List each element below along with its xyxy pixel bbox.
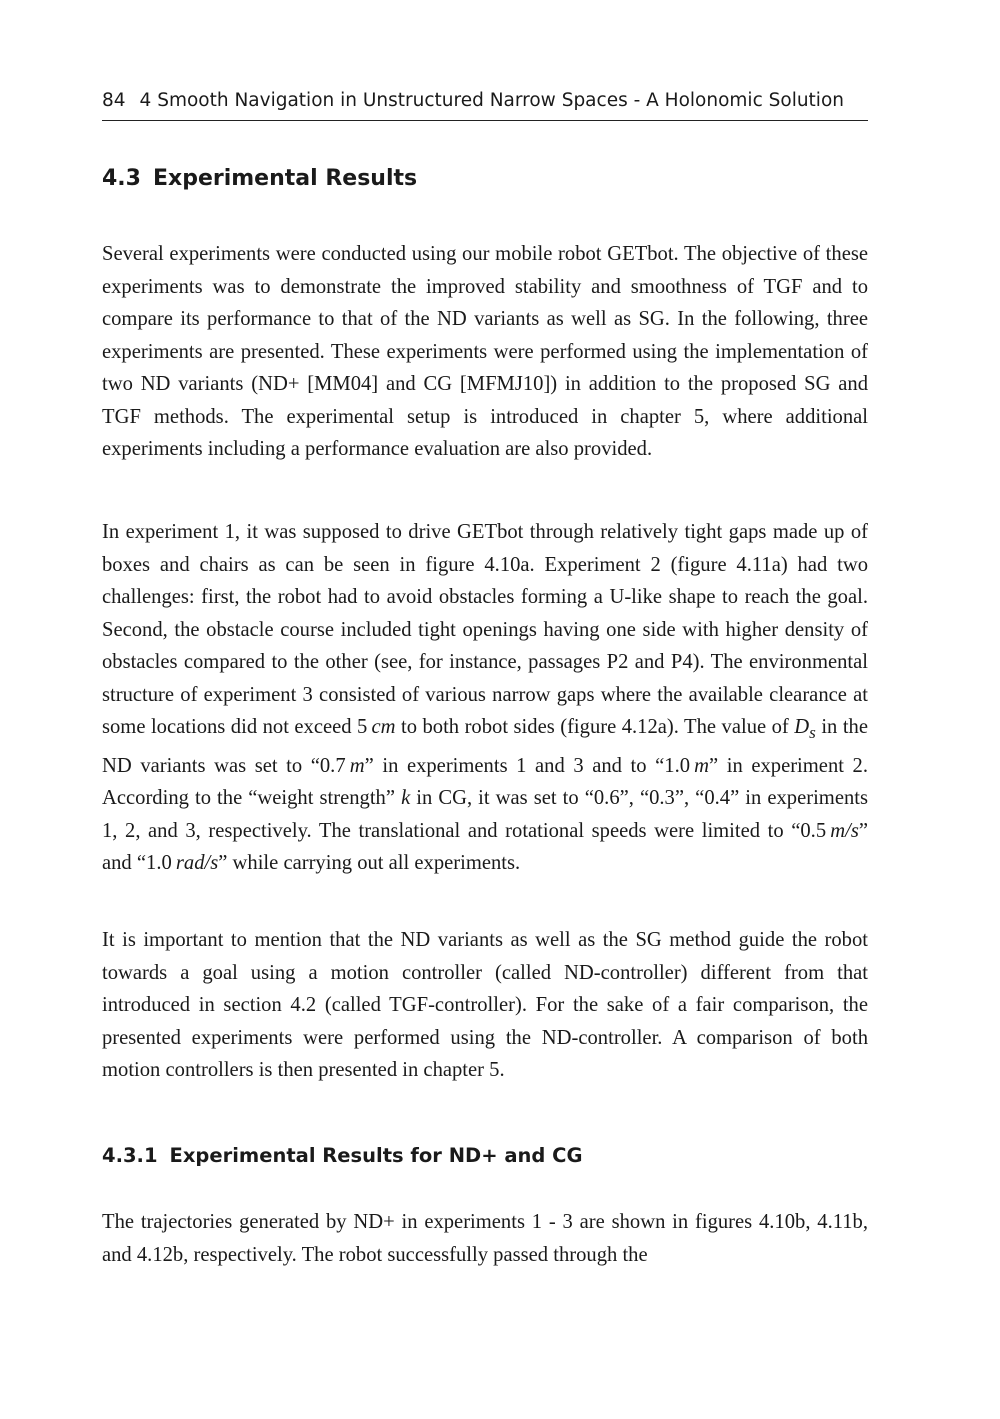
page-number: 84 — [102, 90, 126, 111]
text-run: in the ND variants was set to “0.7 — [102, 716, 868, 777]
subsection-number: 4.3.1 — [102, 1144, 158, 1167]
text-run: to both robot sides (figure 4.12a). The value of — [395, 716, 795, 738]
paragraph-intro — [102, 238, 868, 466]
math-term: D — [794, 716, 810, 738]
text-run: ” and “1.0 — [102, 819, 868, 875]
text-run: in CG, it was set to “0.6”, “0.3”, “0.4” in experiments 1, 2, and 3, respectively. The translational and rotational speeds were limited to “0.5 — [102, 787, 868, 842]
text-run: It is important to mention that the ND variants as well as the SG method guide the robot towards a goal using a motion controller (called ND-controller) different from that introduced in section 4.2 (called TGF-controller). For the sake of a fair comparison, the presented experiments were performed using the ND-controller. A comparison of both motion controllers is then presented in chapter 5. — [102, 929, 868, 1081]
section-title: Experimental Results — [152, 166, 418, 191]
text-run: ” in experiments 1 and 3 and to “1.0 — [364, 754, 695, 777]
math-term: rad/s — [175, 852, 219, 875]
math-term: m — [349, 754, 365, 777]
math-term: m/s — [830, 819, 859, 842]
math-term: m — [694, 754, 710, 777]
text-run: Several experiments were conducted using our mobile robot GETbot. The objective of these experiments was to demonstrate the improved stability and smoothness of TGF and to compare its performance to that of the ND variants as well as SG. In the following, three experiments are presented. These experiments were performed using the implementation of two ND variants (ND+ [MM04] and CG [MFMJ10]) in addition to the proposed SG and TGF methods. The experimental setup is introduced in chapter 5, where additional experiments including a performance evaluation are also provided. — [102, 243, 868, 460]
math-term: cm — [371, 716, 396, 738]
math-subscript: s — [809, 723, 816, 743]
text-run: In experiment 1, it was supposed to drive GETbot through relatively tight gaps made up of boxes and chairs as can be seen in figure 4.10a. Experiment 2 (figure 4.11a) had two challenges: first, the robot had to avoid obstacles forming a U-like shape to reach the goal. Second, the obstacle course included tight openings having one side with higher density of obstacles compared to the other (see, for instance, passages P2 and P4). The environmental structure of experiment 3 consisted of various narrow gaps where the available clearance at some locations did not exceed 5 — [102, 521, 868, 738]
text-run: ” while carrying out all experiments. — [218, 852, 521, 875]
math-term: k — [401, 787, 411, 810]
running-title: 4 Smooth Navigation in Unstructured Narrow Spaces - A Holonomic Solution — [139, 90, 844, 111]
paragraph-experiments — [102, 516, 868, 880]
paragraph-results — [102, 1206, 868, 1271]
paragraph-controller — [102, 924, 868, 1087]
section-heading — [102, 162, 417, 196]
section-number: 4.3 — [102, 166, 141, 191]
subsection-heading — [102, 1140, 582, 1172]
running-header — [102, 86, 868, 121]
subsection-title: Experimental Results for ND+ and CG — [169, 1144, 583, 1167]
text-run: ” in experiment 2. According to the “weight strength” — [102, 754, 868, 810]
text-run: The trajectories generated by ND+ in experiments 1 - 3 are shown in figures 4.10b, 4.11b, and 4.12b, respectively. The robot successfully passed through the — [102, 1211, 868, 1266]
